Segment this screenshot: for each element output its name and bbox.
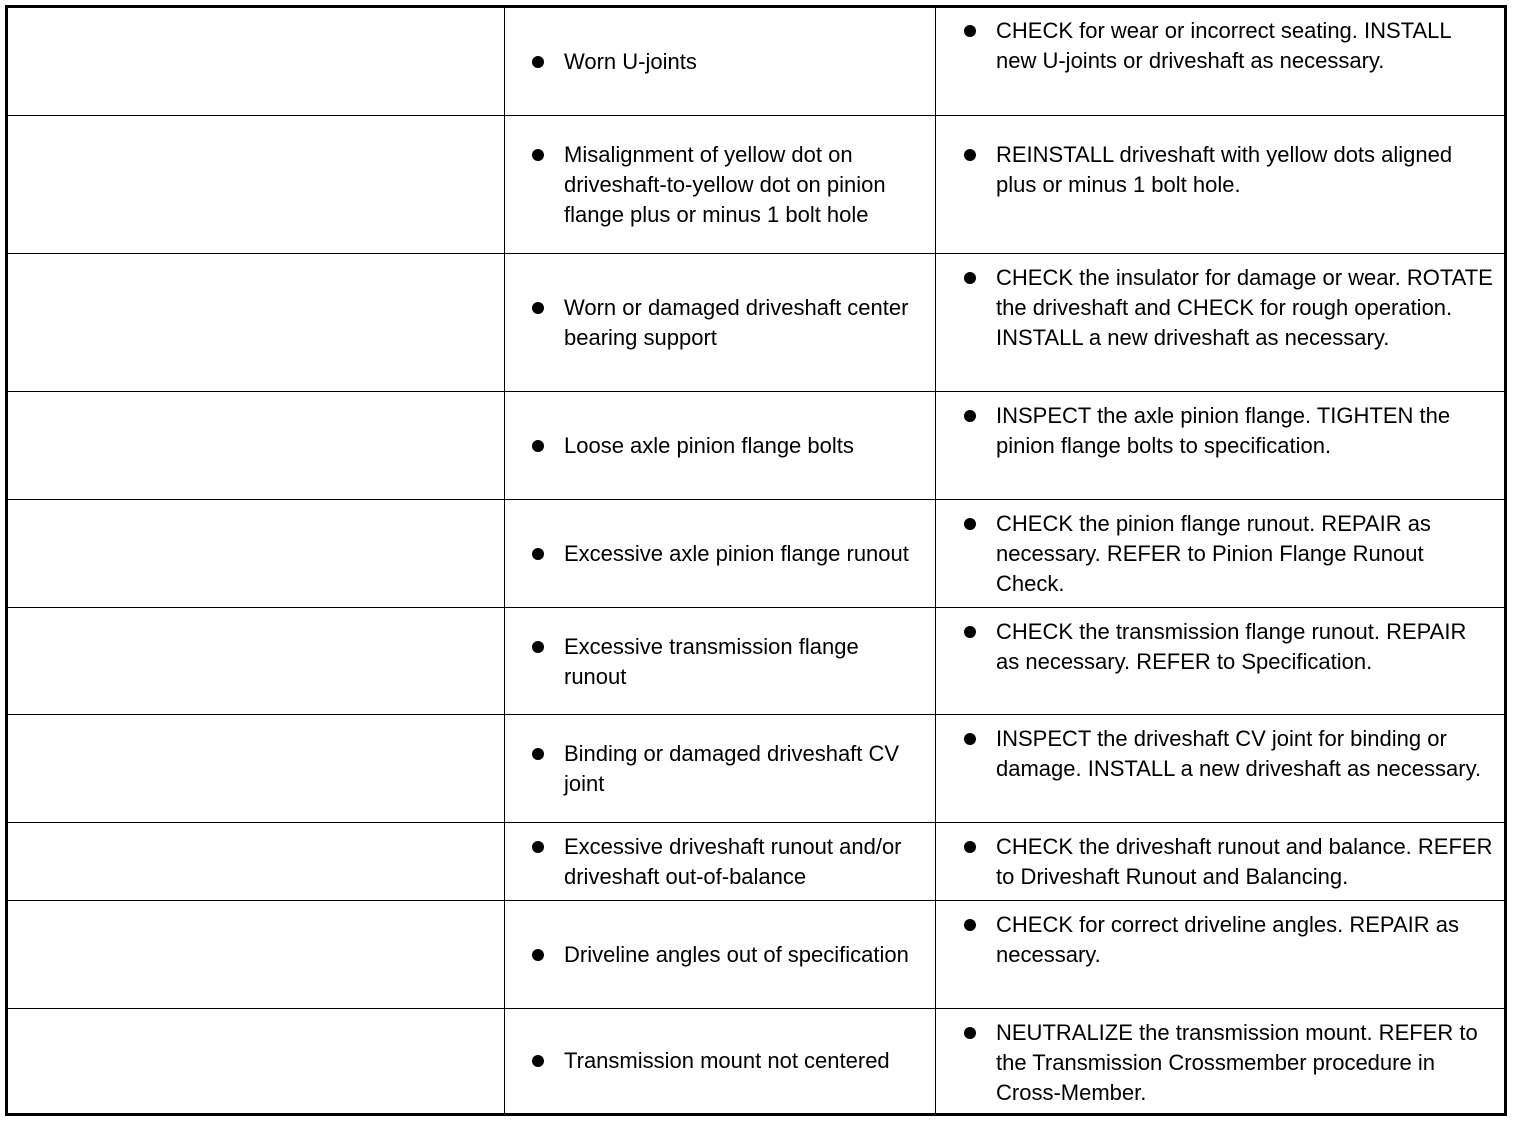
action-cell bbox=[935, 500, 1504, 608]
list-item: CHECK the insulator for damage or wear. ROTATE the driveshaft and CHECK for rough operation. INSTALL a new driveshaft as necessary. bbox=[996, 263, 1494, 353]
cause-cell bbox=[504, 500, 935, 608]
action-cell bbox=[935, 715, 1504, 823]
table-row bbox=[8, 115, 1504, 254]
table-row bbox=[8, 391, 1504, 500]
list-item: CHECK the driveshaft runout and balance. REFER to Driveshaft Runout and Balancing. bbox=[996, 832, 1494, 892]
bullet-icon bbox=[964, 149, 976, 161]
list-item: INSPECT the axle pinion flange. TIGHTEN the pinion flange bolts to specification. bbox=[996, 401, 1494, 461]
condition-cell bbox=[8, 901, 504, 1009]
table-row bbox=[8, 253, 1504, 392]
table-row bbox=[8, 8, 1504, 116]
condition-cell bbox=[8, 116, 504, 254]
cause-cell bbox=[504, 8, 935, 116]
bullet-icon bbox=[532, 149, 544, 161]
action-cell bbox=[935, 608, 1504, 715]
bullet-icon bbox=[532, 1055, 544, 1067]
bullet-icon bbox=[964, 518, 976, 530]
list-item: REINSTALL driveshaft with yellow dots aligned plus or minus 1 bolt hole. bbox=[996, 140, 1494, 200]
cause-cell bbox=[504, 254, 935, 392]
cause-cell bbox=[504, 392, 935, 500]
action-cell bbox=[935, 1009, 1504, 1113]
list-item: CHECK for wear or incorrect seating. INSTALL new U-joints or driveshaft as necessary. bbox=[996, 16, 1494, 76]
bullet-icon bbox=[964, 272, 976, 284]
action-cell bbox=[935, 116, 1504, 254]
bullet-icon bbox=[532, 949, 544, 961]
bullet-icon bbox=[532, 56, 544, 68]
list-item: CHECK the pinion flange runout. REPAIR as necessary. REFER to Pinion Flange Runout Check. bbox=[996, 509, 1494, 599]
bullet-icon bbox=[964, 410, 976, 422]
list-item: Binding or damaged driveshaft CV joint bbox=[564, 739, 927, 799]
table-row bbox=[8, 499, 1504, 608]
condition-cell bbox=[8, 254, 504, 392]
cause-cell bbox=[504, 1009, 935, 1113]
list-item: Driveline angles out of specification bbox=[564, 940, 909, 970]
bullet-icon bbox=[532, 548, 544, 560]
action-cell bbox=[935, 823, 1504, 901]
list-item: Transmission mount not centered bbox=[564, 1046, 890, 1076]
cause-cell bbox=[504, 116, 935, 254]
table-row bbox=[8, 607, 1504, 715]
condition-cell bbox=[8, 608, 504, 715]
cause-cell bbox=[504, 901, 935, 1009]
table-row bbox=[8, 714, 1504, 823]
list-item: CHECK the transmission flange runout. REPAIR as necessary. REFER to Specification. bbox=[996, 617, 1494, 677]
condition-cell bbox=[8, 715, 504, 823]
condition-cell bbox=[8, 392, 504, 500]
bullet-icon bbox=[532, 440, 544, 452]
list-item: Excessive axle pinion flange runout bbox=[564, 539, 909, 569]
cause-cell bbox=[504, 823, 935, 901]
action-cell bbox=[935, 901, 1504, 1009]
bullet-icon bbox=[532, 748, 544, 760]
bullet-icon bbox=[964, 1027, 976, 1039]
action-cell bbox=[935, 8, 1504, 116]
cause-cell bbox=[504, 608, 935, 715]
list-item: CHECK for correct driveline angles. REPAIR as necessary. bbox=[996, 910, 1494, 970]
bullet-icon bbox=[532, 641, 544, 653]
action-cell bbox=[935, 254, 1504, 392]
condition-cell bbox=[8, 823, 504, 901]
condition-cell bbox=[8, 500, 504, 608]
bullet-icon bbox=[532, 302, 544, 314]
list-item: Excessive driveshaft runout and/or driveshaft out-of-balance bbox=[564, 832, 927, 892]
cause-cell bbox=[504, 715, 935, 823]
action-cell bbox=[935, 392, 1504, 500]
bullet-icon bbox=[964, 733, 976, 745]
list-item: Misalignment of yellow dot on driveshaft-to-yellow dot on pinion flange plus or minus 1 bolt hole bbox=[564, 140, 927, 230]
bullet-icon bbox=[532, 841, 544, 853]
list-item: Loose axle pinion flange bolts bbox=[564, 431, 854, 461]
diagnosis-table bbox=[5, 5, 1507, 1116]
list-item: Worn or damaged driveshaft center bearing support bbox=[564, 293, 927, 353]
list-item: Excessive transmission flange runout bbox=[564, 632, 927, 692]
bullet-icon bbox=[964, 626, 976, 638]
table-row bbox=[8, 900, 1504, 1009]
bullet-icon bbox=[964, 919, 976, 931]
condition-cell bbox=[8, 8, 504, 116]
list-item: NEUTRALIZE the transmission mount. REFER to the Transmission Crossmember procedure in Cross-Member. bbox=[996, 1018, 1494, 1108]
bullet-icon bbox=[964, 25, 976, 37]
bullet-icon bbox=[964, 841, 976, 853]
list-item: Worn U-joints bbox=[564, 47, 697, 77]
condition-cell bbox=[8, 1009, 504, 1113]
list-item: INSPECT the driveshaft CV joint for binding or damage. INSTALL a new driveshaft as necessary. bbox=[996, 724, 1494, 784]
table-row bbox=[8, 1008, 1504, 1113]
table-row bbox=[8, 822, 1504, 901]
